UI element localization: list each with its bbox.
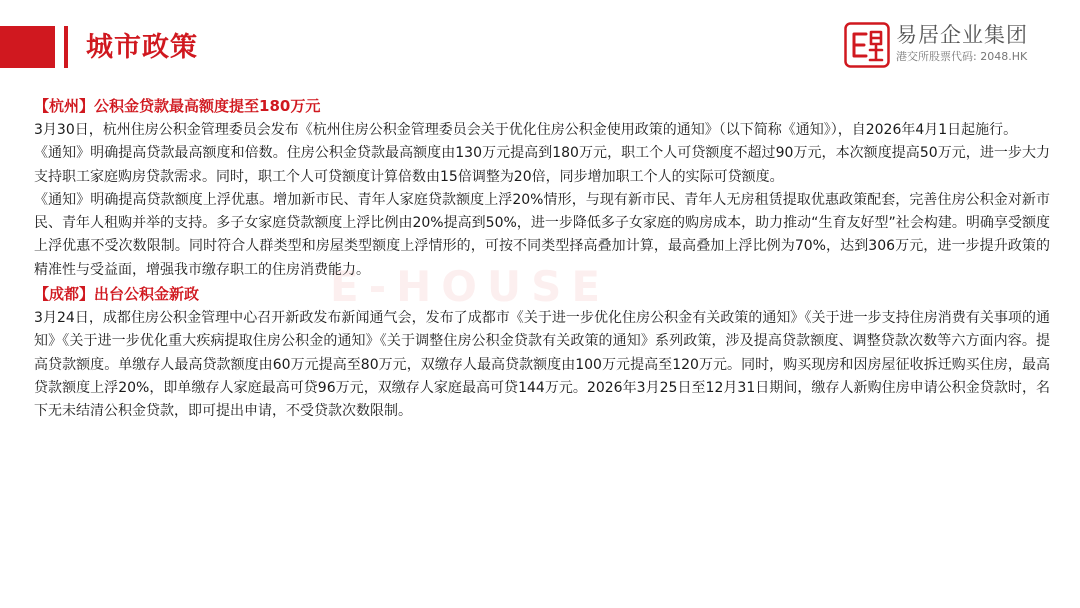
paragraph: 《通知》明确提高贷款额度上浮优惠。增加新市民、青年人家庭贷款额度上浮20%情形，与现有新市民、青年人无房租赁提取优惠政策配套，完善住房公积金对新市民、青年人租购并举的支持。多子女家庭贷款额度上浮比例由20%提高到50%，进一步降低多子女家庭的购房成本，助力推动“生育友好型”社会构建。明确享受额度上浮优惠不受次数限制。同时符合人群类型和房屋类型额度上浮情形的，可按不同类型择高叠加计算，最高叠加上浮比例为70%，达到306万元，进一步提升政策的精准性与受益面，增强我市缴存职工的住房消费能力。 xyxy=(34,191,1050,278)
header-accent-bar xyxy=(0,26,55,68)
header-accent-line xyxy=(64,26,68,68)
paragraph: 3月24日，成都住房公积金管理中心召开新政发布新闻通气会，发布了成都市《关于进一步优化住房公积金有关政策的通知》《关于进一步支持住房消费有关事项的通知》《关于进一步优化重大疾病提取住房公积金的通知》《关于调整住房公积金贷款有关政策的通知》系列政策，涉及提高贷款额度、调整贷款次数等六方面内容。提高贷款额度。单缴存人最高贷款额度由60万元提高至80万元，双缴存人最高贷款额度由100万元提高至120万元。同时，购买现房和因房屋征收拆迁购买住房，最高贷款额度上浮20%，即单缴存人家庭最高可贷96万元，双缴存人家庭最高可贷144万元。2026年3月25日至12月31日期间，缴存人新购住房申请公积金贷款时，名下无未结清公积金贷款，即可提出申请，不受贷款次数限制。 xyxy=(34,310,1050,420)
company-logo-icon xyxy=(844,22,890,68)
section-title: 【杭州】公积金贷款最高额度提至180万元 xyxy=(34,97,321,115)
stock-code: 港交所股票代码: 2048.HK xyxy=(896,50,1028,63)
company-name: 易居企业集团 xyxy=(896,23,1028,47)
paragraph: 3月30日，杭州住房公积金管理委员会发布《杭州住房公积金管理委员会关于优化住房公积金使用政策的通知》（以下简称《通知》），自2026年4月1日起施行。 xyxy=(34,122,1018,138)
section-chengdu xyxy=(34,282,1050,423)
content-area xyxy=(34,94,1050,424)
section-hangzhou xyxy=(34,94,1050,282)
paragraph: 《通知》明确提高贷款最高额度和倍数。住房公积金贷款最高额度由130万元提高到180万元，职工个人可贷额度不超过90万元，本次额度提高50万元，进一步大力支持职工家庭购房贷款需求。同时，职工个人可贷额度计算倍数由15倍调整为20倍，同步增加职工个人的实际可贷额度。 xyxy=(34,145,1050,185)
company-logo xyxy=(844,22,1040,70)
page-title: 城市政策 xyxy=(86,32,198,63)
section-title: 【成都】出台公积金新政 xyxy=(34,285,200,304)
background-watermark: E-HOUSE xyxy=(330,262,611,311)
